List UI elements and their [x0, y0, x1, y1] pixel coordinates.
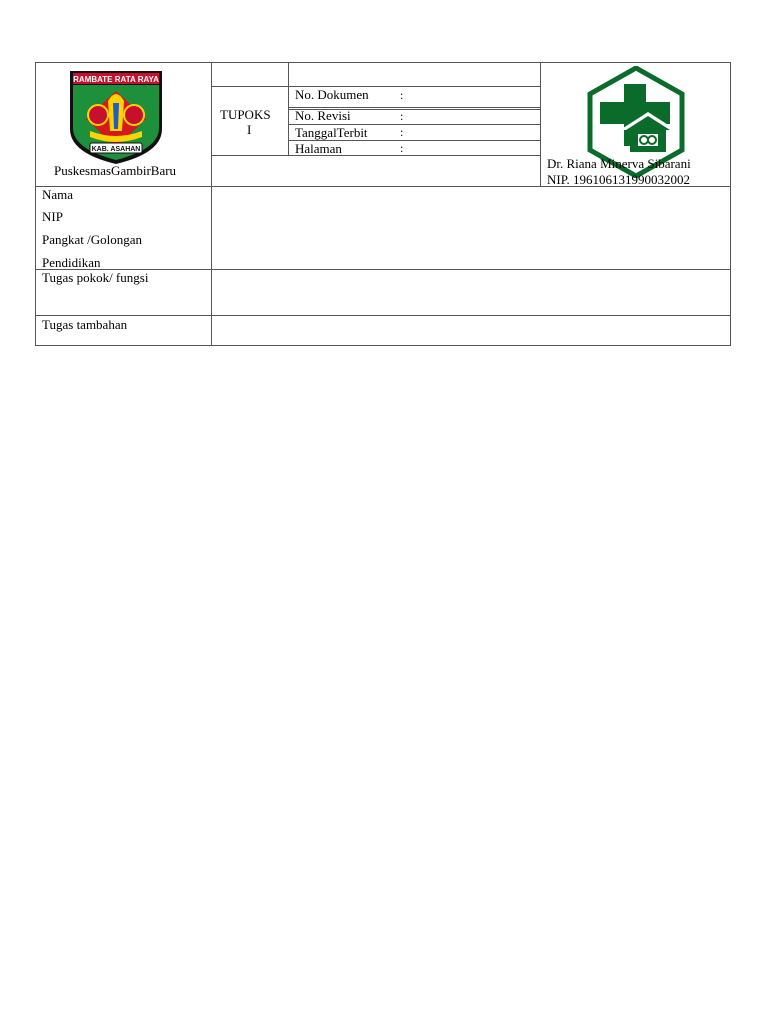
- label-tugas-tambahan: Tugas tambahan: [42, 317, 128, 332]
- meta-label-issue-date: TanggalTerbit: [295, 125, 368, 140]
- meta-label-page: Halaman: [295, 141, 342, 156]
- meta-label-doc-number: No. Dokumen: [295, 87, 369, 102]
- doc-title-line-1: TUPOKS: [220, 107, 271, 122]
- org-name: PuskesmasGambirBaru: [54, 163, 177, 178]
- label-pendidikan: Pendidikan: [42, 255, 101, 270]
- signer-nip: NIP. 196106131990032002: [547, 172, 691, 187]
- meta-sep-revision: :: [400, 109, 404, 123]
- meta-label-revision: No. Revisi: [295, 108, 351, 123]
- doc-title-line-2: I: [247, 122, 252, 137]
- meta-sep-doc-number: :: [400, 88, 404, 102]
- label-nama: Nama: [42, 187, 74, 202]
- label-nip: NIP: [42, 209, 63, 224]
- meta-sep-page: :: [400, 141, 404, 155]
- meta-sep-issue-date: :: [400, 125, 404, 139]
- label-pangkat-golongan: Pangkat /Golongan: [42, 232, 143, 247]
- document-form: [35, 62, 731, 346]
- label-tugas-pokok: Tugas pokok/ fungsi: [42, 270, 149, 285]
- emblem-footer-text: KAB. ASAHAN: [91, 146, 141, 153]
- row-divider-header-bottom-mid: [211, 155, 540, 156]
- row-divider-title: [211, 86, 540, 87]
- kab-asahan-emblem-icon: [68, 69, 164, 165]
- row-divider-duty: [36, 315, 731, 316]
- col-divider-1: [211, 63, 212, 346]
- emblem-banner-text: RAMBATE RATA RAYA: [73, 75, 159, 84]
- col-divider-3: [540, 63, 541, 186]
- signer-name: Dr. Riana Minerva Sibarani: [547, 156, 691, 171]
